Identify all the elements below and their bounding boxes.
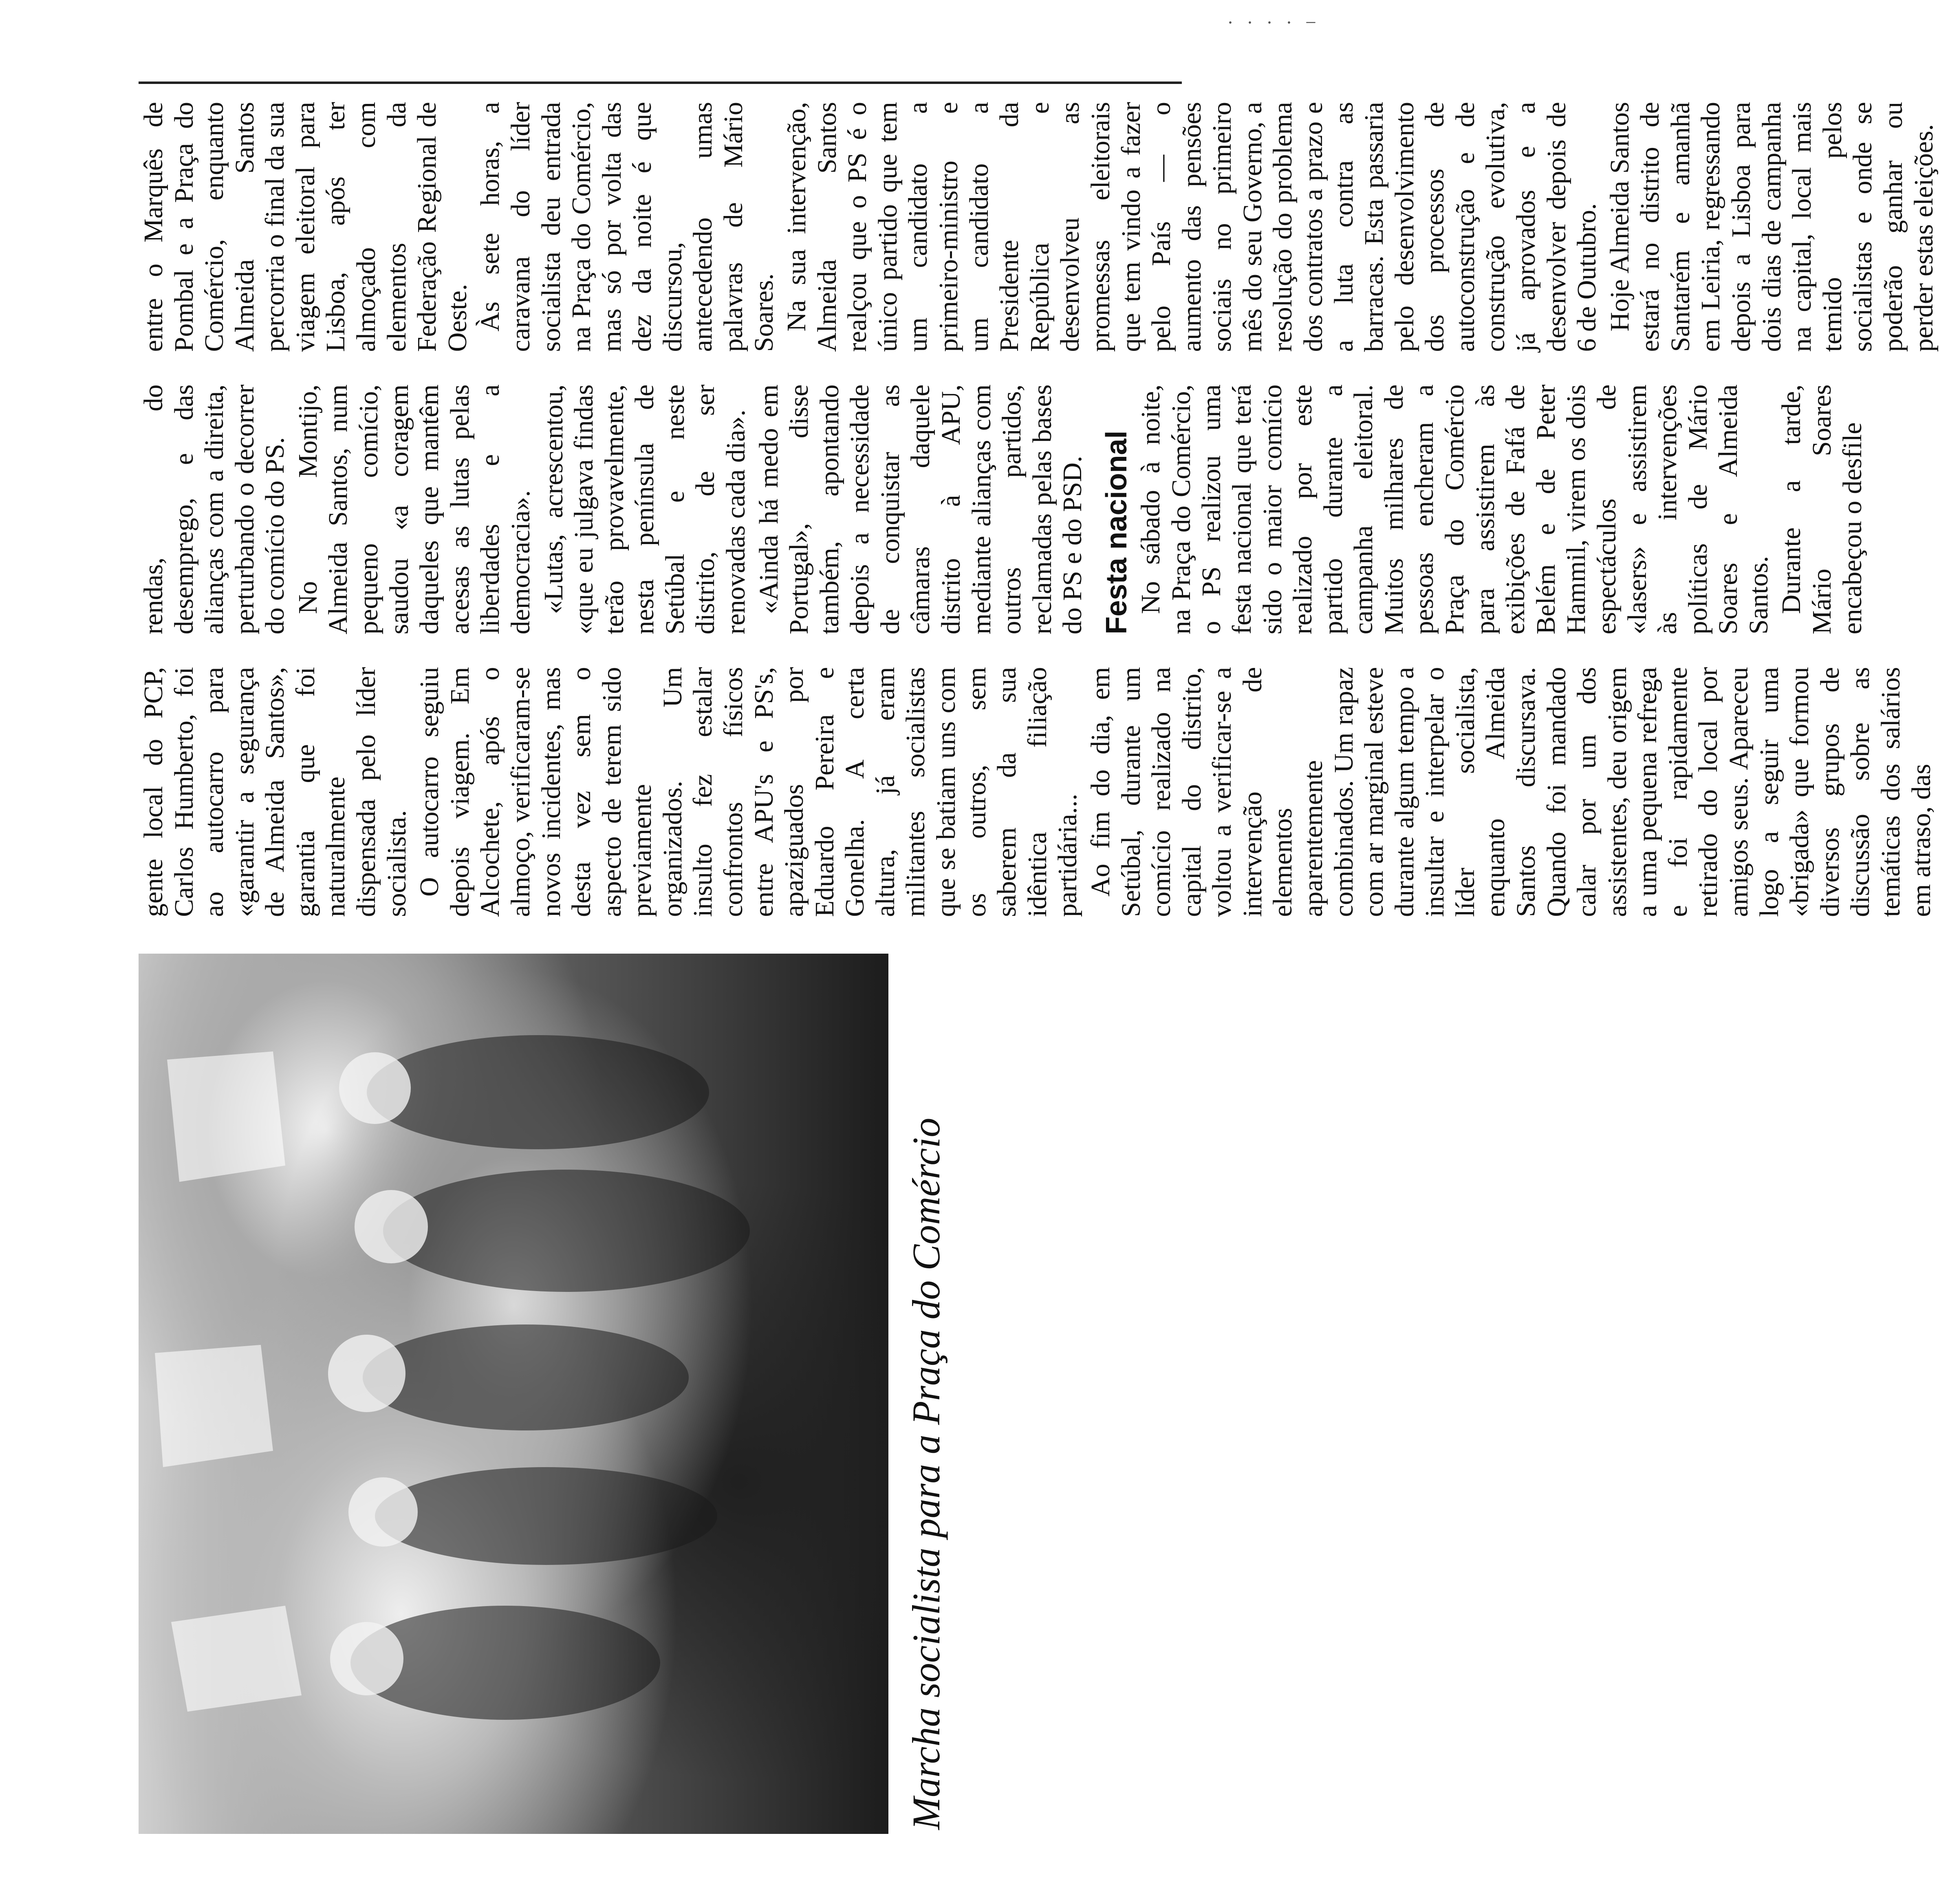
paragraph: entre o Marquês de Pombal e a Praça do Comércio, enquanto Almeida Santos percorria o final da sua viagem eleitoral para Lisboa, após ter almoçado com elementos da Federação Regional de Oeste. — [139, 102, 472, 352]
paragraph: No sábado à noite, na Praça do Comércio, o PS realizou uma festa nacional que terá sido o maior comício realizado por este partido durante a campanha eleitoral. Muitos milhares de pessoas encheram a Praça do Comércio para assistirem às exibições de Fafá de Belém e de Peter Hammil, virem os dois espectáculos de «lasers» e assistirem às intervenções políticas de Mário Soares e Almeida Santos. — [1136, 384, 1774, 635]
march-photo — [139, 954, 888, 1834]
corner-mark: · · · · − — [1227, 12, 1320, 33]
newspaper-clipping — [139, 73, 1939, 1834]
article-columns — [139, 86, 1939, 933]
column-rule — [139, 82, 1182, 84]
article-column-2 — [139, 368, 1867, 650]
photo-halftone — [139, 954, 888, 1834]
paragraph: Às sete horas, a caravana do líder socialista deu entrada na Praça do Comércio, mas só por volta das dez da noite é que discursou, antecedendo umas palavras de Mário Soares. — [475, 102, 779, 352]
article-column-1 — [139, 651, 1936, 933]
section-heading: Festa nacional — [1100, 430, 1133, 635]
paragraph: rendas, do desemprego, e das alianças com a direita, perturbando o decorrer do comício do PS. — [139, 384, 290, 635]
paragraph: Hoje Almeida Santos estará no distrito de Santarém e amanhã em Leiria, regressando depois a Lisboa para dois dias de campanha na capital, local mais temido pelos socialistas e onde se poderão ganhar ou perder estas eleições. — [1604, 102, 1939, 352]
paragraph: No Montijo, Almeida Santos, num pequeno comício, saudou «a coragem daqueles que mantêm acesas as lutas pelas liberdades e a democracia». — [293, 384, 535, 635]
paragraph: O autocarro seguiu depois viagem. Em Alcochete, após o almoço, verificaram-se novos incidentes, mas desta vez sem o aspecto de terem sido previamente organizados. Um insulto fez estalar confrontos físicos entre APU's e PS's, apaziguados por Eduardo Pereira e Gonelha. A certa altura, já eram militantes socialistas que se batiam uns com os outros, sem saberem da sua idêntica filiação partidária... — [414, 667, 1083, 917]
paragraph: «Lutas, acrescentou, «que eu julgava findas terão provavelmente, nesta península de Setúbal e neste distrito, de ser renovadas cada dia». — [538, 384, 751, 635]
paragraph: Na sua intervenção, Almeida Santos realçou que o PS é o único partido que tem um candidato a primeiro-ministro e um candidato a Presidente da República e desenvolveu as promessas eleitorais que tem vindo a fazer pelo País — o aumento das pensões sociais no primeiro mês do seu Governo, a resolução do problema dos contratos a prazo e a luta contra as barracas. Esta passaria pelo desenvolvimento dos processos de autoconstrução e de construção evolutiva, já aprovados e a desenvolver depois de 6 de Outubro. — [782, 102, 1602, 352]
photo-caption: Marcha socialista para a Praça do Comércio — [904, 1117, 948, 1830]
paragraph: Ao fim do dia, em Setúbal, durante um comício realizado na capital do distrito, voltou a verificar-se a intervenção de elementos aparentemente combinados. Um rapaz com ar marginal esteve durante algum tempo a insultar e interpelar o líder socialista, enquanto Almeida Santos discursava. Quando foi mandado calar por um dos assistentes, deu origem a uma pequena refrega e foi rapidamente retirado do local por amigos seus. Apareceu logo a seguir uma «brigada» que formou diversos grupos de discussão sobre as temáticas dos salários em atraso, das — [1085, 667, 1936, 917]
article-column-3 — [139, 86, 1939, 368]
paragraph: gente local do PCP, Carlos Humberto, foi ao autocarro para «garantir a segurança de Almeida Santos», garantia que foi naturalmente dispensada pelo líder socialista. — [139, 667, 412, 917]
paragraph: Durante a tarde, Mário Soares encabeçou o desfile — [1776, 384, 1867, 635]
paragraph: «Ainda há medo em Portugal», disse também, apontando depois a necessidade de conquistar as câmaras daquele distrito à APU, mediante alianças com outros partidos, reclamadas pelas bases do PS e do PSD. — [754, 384, 1088, 635]
